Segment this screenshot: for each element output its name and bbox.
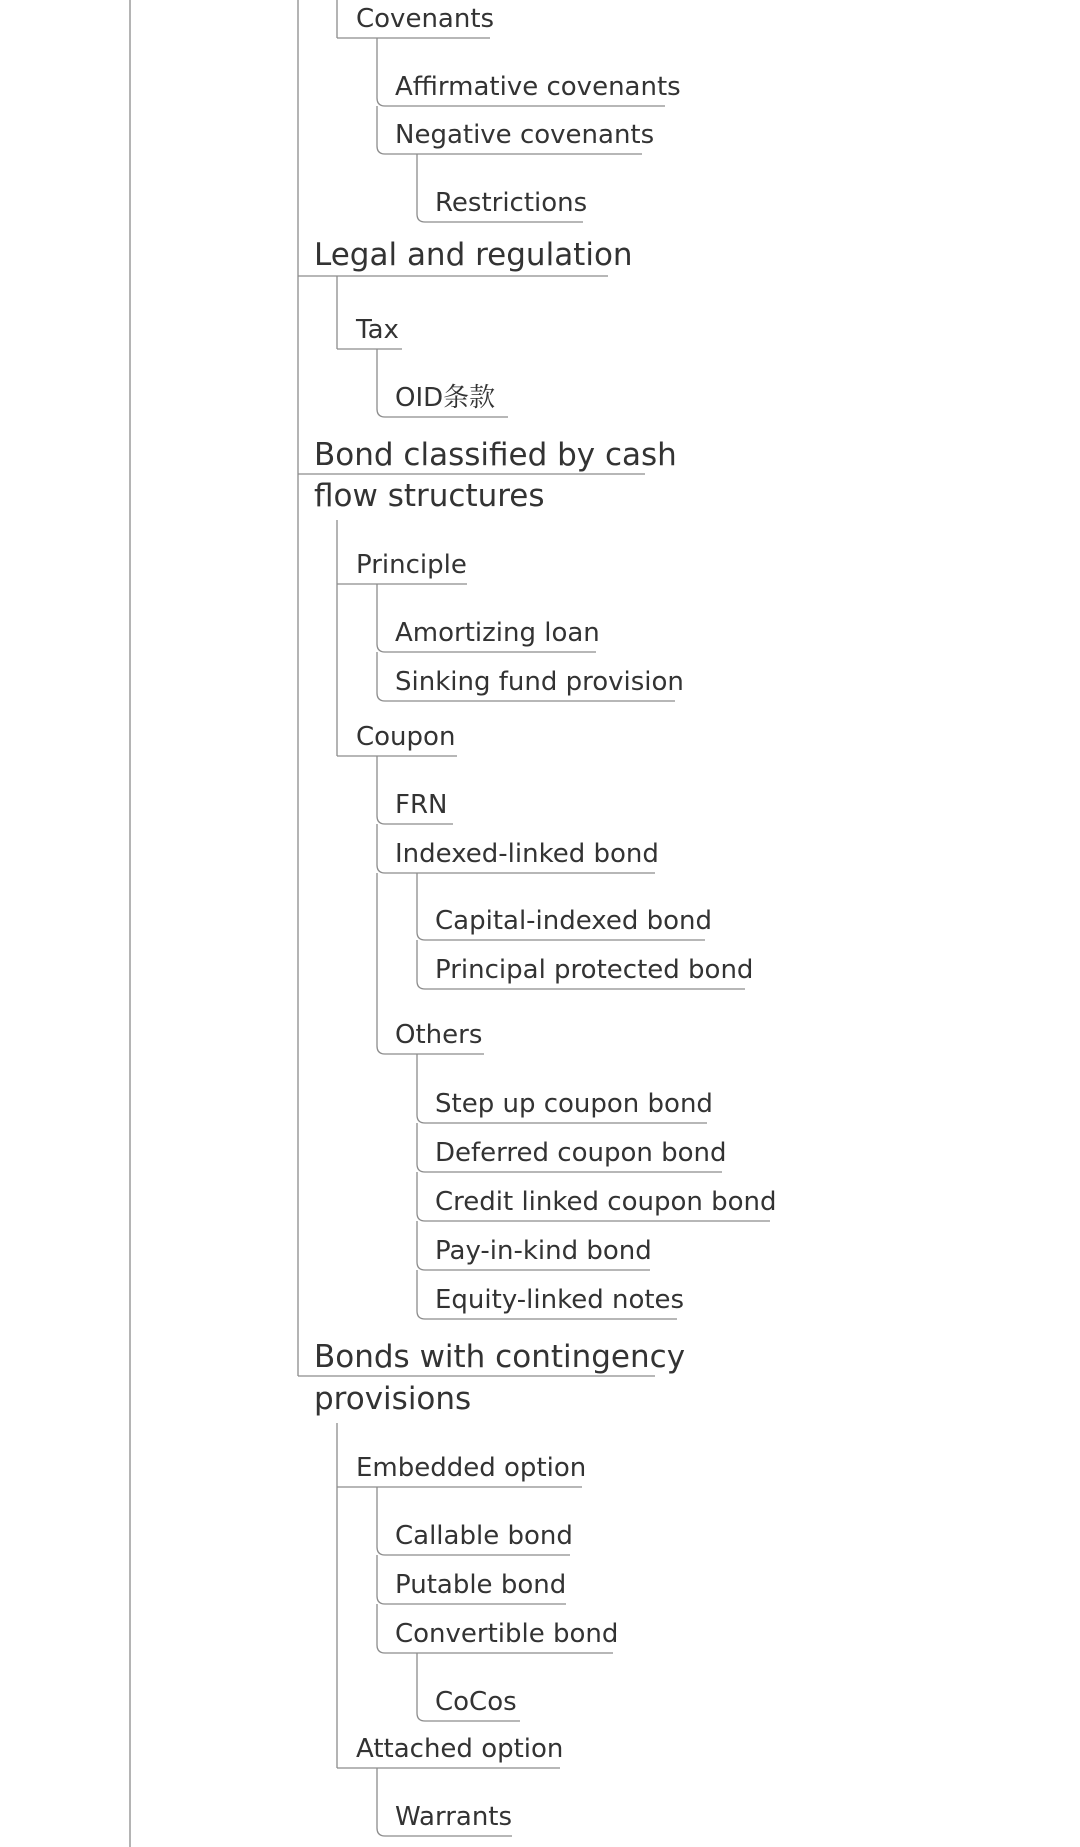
node-others[interactable]: Others xyxy=(395,1020,483,1050)
node-convertible-bond[interactable]: Convertible bond xyxy=(395,1619,619,1649)
node-attached-option[interactable]: Attached option xyxy=(356,1734,564,1764)
node-tax[interactable]: Tax xyxy=(356,315,399,345)
node-sinking-fund-provision[interactable]: Sinking fund provision xyxy=(395,667,684,697)
node-cocos[interactable]: CoCos xyxy=(435,1687,517,1717)
node-pay-in-kind-bond[interactable]: Pay-in-kind bond xyxy=(435,1236,652,1266)
node-bond-cash-flow-line2[interactable]: flow structures xyxy=(314,478,545,514)
node-putable-bond[interactable]: Putable bond xyxy=(395,1570,567,1600)
node-covenants[interactable]: Covenants xyxy=(356,4,495,34)
node-principle[interactable]: Principle xyxy=(356,550,467,580)
node-oid[interactable]: OID条款 xyxy=(395,383,496,413)
node-indexed-linked-bond[interactable]: Indexed-linked bond xyxy=(395,839,659,869)
node-legal-and-regulation[interactable]: Legal and regulation xyxy=(314,237,633,273)
node-affirmative-covenants[interactable]: Affirmative covenants xyxy=(395,72,681,102)
node-embedded-option[interactable]: Embedded option xyxy=(356,1453,587,1483)
node-coupon[interactable]: Coupon xyxy=(356,722,456,752)
node-deferred-coupon-bond[interactable]: Deferred coupon bond xyxy=(435,1138,727,1168)
node-credit-linked-coupon-bond[interactable]: Credit linked coupon bond xyxy=(435,1187,777,1217)
node-contingency-line1[interactable]: Bonds with contingency xyxy=(314,1339,686,1375)
node-capital-indexed-bond[interactable]: Capital-indexed bond xyxy=(435,906,713,936)
node-amortizing-loan[interactable]: Amortizing loan xyxy=(395,618,600,648)
node-contingency-line2[interactable]: provisions xyxy=(314,1381,472,1417)
node-principal-protected-bond[interactable]: Principal protected bond xyxy=(435,955,754,985)
node-equity-linked-notes[interactable]: Equity-linked notes xyxy=(435,1285,685,1315)
node-restrictions[interactable]: Restrictions xyxy=(435,188,588,218)
node-step-up-coupon-bond[interactable]: Step up coupon bond xyxy=(435,1089,713,1119)
node-frn[interactable]: FRN xyxy=(395,790,448,820)
node-bond-cash-flow-line1[interactable]: Bond classified by cash xyxy=(314,437,677,473)
node-warrants[interactable]: Warrants xyxy=(395,1802,513,1832)
node-callable-bond[interactable]: Callable bond xyxy=(395,1521,573,1551)
node-negative-covenants[interactable]: Negative covenants xyxy=(395,120,655,150)
